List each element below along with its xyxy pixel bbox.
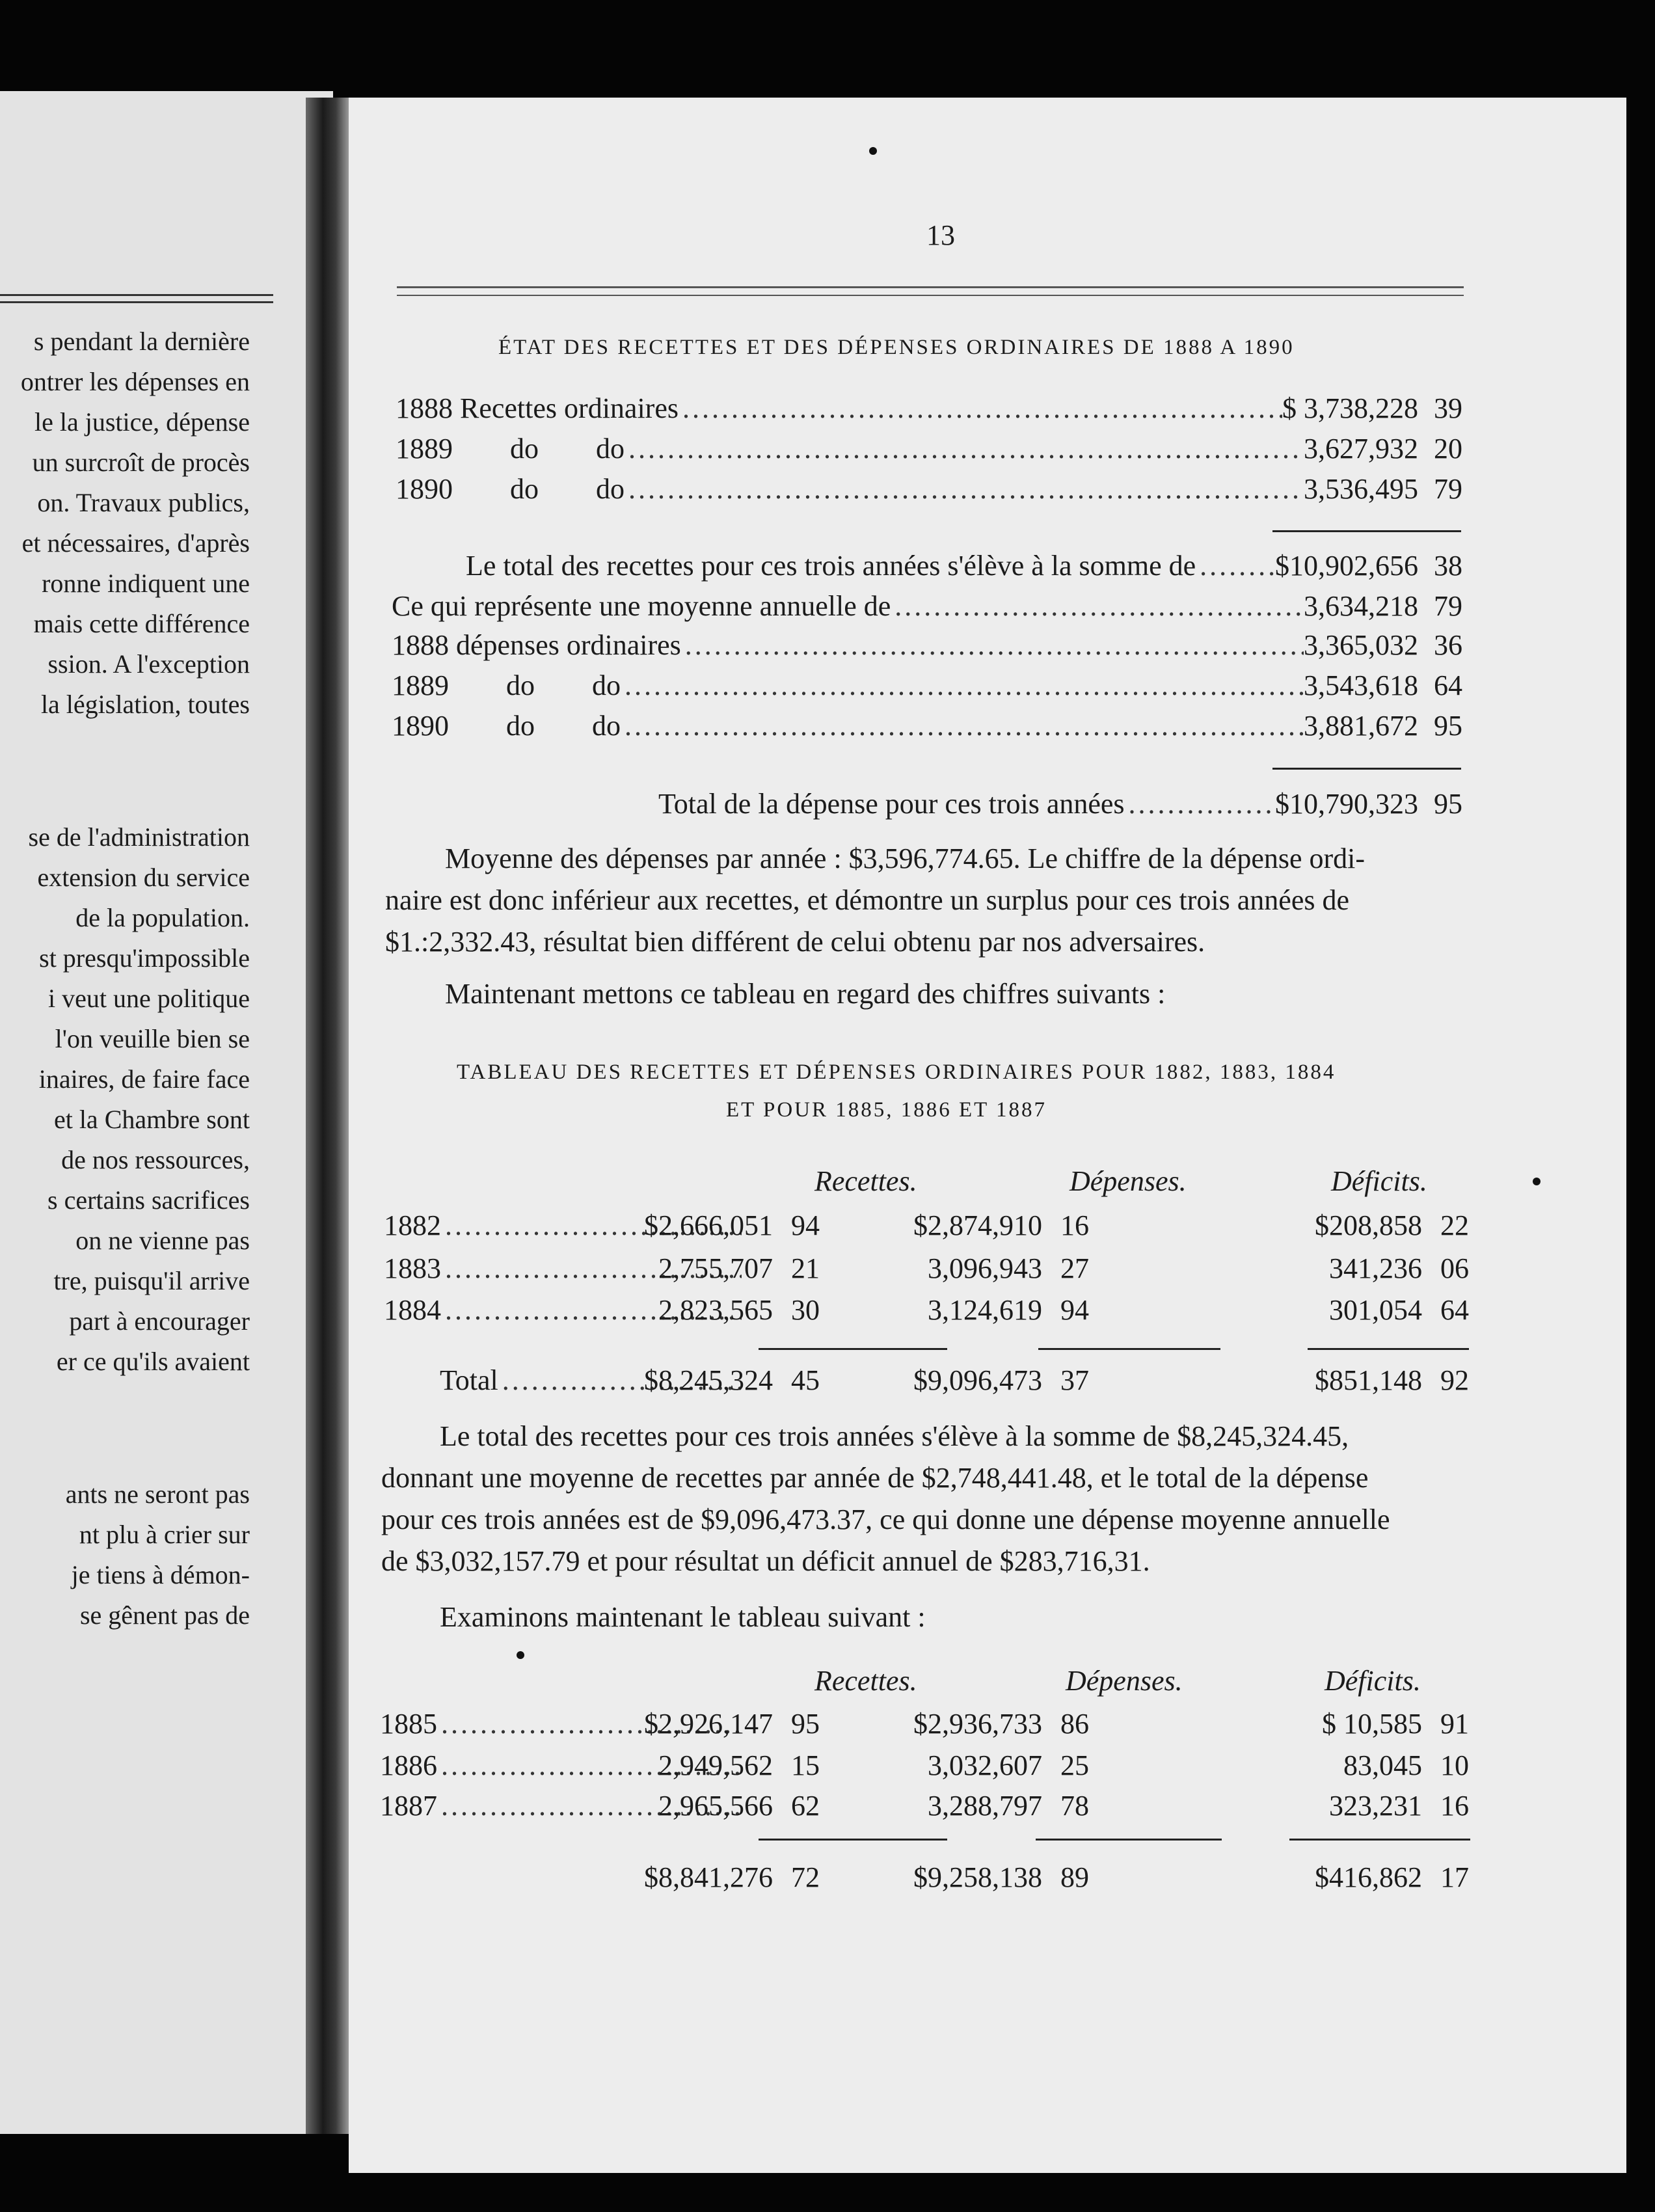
left-page-line: l'on veuille bien se bbox=[55, 1024, 250, 1053]
row-cents: 95 bbox=[1434, 788, 1462, 820]
row-year: 1887 bbox=[380, 1790, 437, 1822]
para1-line3: $1.:2,332.43, résultat bien différent de celui obtenu par nos adversaires. bbox=[385, 926, 1205, 958]
sum-rule bbox=[759, 1348, 947, 1350]
section2-title-line1: TABLEAU DES RECETTES ET DÉPENSES ORDINAIRES POUR 1882, 1883, 1884 bbox=[457, 1060, 1336, 1084]
table2-dep-1884: 3,124,619 94 bbox=[928, 1294, 1089, 1326]
table3-dep-1887: 3,288,797 78 bbox=[928, 1790, 1089, 1822]
col-depenses: Dépenses. bbox=[1070, 1165, 1187, 1197]
left-page-line: tre, puisqu'il arrive bbox=[53, 1266, 250, 1295]
speck bbox=[517, 1651, 524, 1659]
row-label: 1890 do do bbox=[396, 473, 625, 505]
receipts-row-1890 bbox=[396, 475, 1462, 504]
row-dollars: $10,790,323 bbox=[1275, 788, 1418, 820]
left-page-line: le la justice, dépense bbox=[34, 407, 250, 437]
row-dollars: 3,536,495 bbox=[1304, 473, 1418, 505]
left-page-line: i veut une politique bbox=[48, 984, 250, 1013]
row-cents: 79 bbox=[1434, 590, 1462, 622]
row-dollars: 3,365,032 bbox=[1304, 629, 1418, 661]
row-year: 1885 bbox=[380, 1708, 437, 1740]
row-label: 1889 do do bbox=[392, 669, 621, 701]
row-cents: 38 bbox=[1434, 550, 1462, 582]
row-label: Total bbox=[440, 1364, 498, 1396]
row-cents: 20 bbox=[1434, 433, 1462, 465]
table3-def-1885: $ 10,585 91 bbox=[1322, 1708, 1469, 1740]
speck bbox=[869, 147, 877, 155]
table2-rec-total: $8,245,324 45 bbox=[644, 1364, 820, 1396]
para2-line4: de $3,032,157.79 et pour résultat un déficit annuel de $283,716,31. bbox=[381, 1545, 1150, 1577]
para1-line2: naire est donc inférieur aux recettes, et démontre un surplus pour ces trois années de bbox=[385, 884, 1350, 916]
row-cents: 64 bbox=[1434, 669, 1462, 701]
table2-dep-1883: 3,096,943 27 bbox=[928, 1252, 1089, 1284]
lead-in-2: Examinons maintenant le tableau suivant : bbox=[440, 1601, 926, 1633]
row-cents: 39 bbox=[1434, 392, 1462, 424]
table3-def-1886: 83,045 10 bbox=[1343, 1749, 1469, 1781]
lead-in-1: Maintenant mettons ce tableau en regard des chiffres suivants : bbox=[445, 978, 1166, 1010]
expenses-row-1889 bbox=[392, 671, 1462, 700]
left-page-line: er ce qu'ils avaient bbox=[56, 1347, 250, 1376]
col-recettes: Recettes. bbox=[814, 1665, 917, 1697]
col-deficits: Déficits. bbox=[1325, 1665, 1421, 1697]
col-depenses: Dépenses. bbox=[1066, 1665, 1183, 1697]
left-page-line: ants ne seront pas bbox=[65, 1479, 250, 1509]
expenses-row-1890 bbox=[392, 712, 1462, 740]
left-page-line: part à encourager bbox=[69, 1306, 250, 1336]
table3-rec-1887: 2,965,566 62 bbox=[658, 1790, 820, 1822]
table3-def-1887: 323,231 16 bbox=[1329, 1790, 1469, 1822]
left-page-line: de nos ressources, bbox=[61, 1145, 250, 1174]
row-dollars: 3,543,618 bbox=[1304, 669, 1418, 701]
left-page-line: mais cette différence bbox=[33, 609, 250, 638]
row-dollars: $ 3,738,228 bbox=[1282, 392, 1418, 424]
left-page-line: je tiens à démon- bbox=[71, 1560, 250, 1589]
row-cents: 95 bbox=[1434, 710, 1462, 742]
sum-rule bbox=[1272, 530, 1461, 532]
sum-rule bbox=[1036, 1839, 1222, 1841]
table3-rec-total: $8,841,276 72 bbox=[644, 1861, 820, 1893]
table2-dep-1882: $2,874,910 16 bbox=[913, 1209, 1089, 1241]
row-dollars: 3,634,218 bbox=[1304, 590, 1418, 622]
table2-def-1884: 301,054 64 bbox=[1329, 1294, 1469, 1326]
left-page-line: st presqu'impossible bbox=[39, 943, 250, 973]
total-expenses-row bbox=[658, 790, 1462, 818]
expenses-row-1888 bbox=[392, 631, 1462, 660]
right-page bbox=[349, 98, 1626, 2173]
speck bbox=[1533, 1178, 1541, 1185]
table2-def-total: $851,148 92 bbox=[1315, 1364, 1469, 1396]
left-page-line: ssion. A l'exception bbox=[47, 649, 250, 679]
row-year: 1882 bbox=[384, 1209, 441, 1241]
row-label: 1890 do do bbox=[392, 710, 621, 742]
col-deficits: Déficits. bbox=[1331, 1165, 1427, 1197]
row-label: 1888 dépenses ordinaires bbox=[392, 629, 681, 661]
section2-title-line2: ET POUR 1885, 1886 ET 1887 bbox=[726, 1098, 1047, 1122]
sum-rule bbox=[1308, 1348, 1469, 1350]
table2-rec-1884: 2,823,565 30 bbox=[658, 1294, 820, 1326]
row-cents: 36 bbox=[1434, 629, 1462, 661]
table3-rec-1885: $2,926,147 95 bbox=[644, 1708, 820, 1740]
row-year: 1883 bbox=[384, 1252, 441, 1284]
row-label: Total de la dépense pour ces trois années bbox=[658, 788, 1125, 820]
col-recettes: Recettes. bbox=[814, 1165, 917, 1197]
left-page-line: inaires, de faire face bbox=[38, 1064, 250, 1094]
section1-title: ÉTAT DES RECETTES ET DES DÉPENSES ORDINAIRES DE 1888 A 1890 bbox=[498, 336, 1295, 359]
left-page-line: s pendant la dernière bbox=[33, 327, 250, 356]
sum-rule bbox=[1038, 1348, 1220, 1350]
sum-rule bbox=[1272, 768, 1461, 770]
receipts-row-1888 bbox=[396, 394, 1462, 423]
para2-line3: pour ces trois années est de $9,096,473.37, ce qui donne une dépense moyenne annuelle bbox=[381, 1504, 1390, 1535]
table3-dep-total: $9,258,138 89 bbox=[913, 1861, 1089, 1893]
left-page-line: extension du service bbox=[37, 863, 250, 892]
row-label: Le total des recettes pour ces trois années s'élève à la somme de bbox=[466, 550, 1196, 582]
para1-line1: Moyenne des dépenses par année : $3,596,774.65. Le chiffre de la dépense ordi- bbox=[445, 843, 1366, 874]
left-page-line: on. Travaux publics, bbox=[37, 488, 250, 517]
row-dollars: 3,881,672 bbox=[1304, 710, 1418, 742]
left-page-line: la législation, toutes bbox=[40, 690, 250, 719]
sum-rule bbox=[1289, 1839, 1470, 1841]
row-year: 1886 bbox=[380, 1749, 437, 1781]
left-page bbox=[0, 91, 333, 2134]
total-receipts-row bbox=[466, 552, 1462, 580]
table3-dep-1885: $2,936,733 86 bbox=[913, 1708, 1089, 1740]
row-label: 1888 Recettes ordinaires bbox=[396, 392, 679, 424]
sum-rule bbox=[759, 1839, 947, 1841]
row-dollars: $10,902,656 bbox=[1275, 550, 1418, 582]
left-page-line: se gênent pas de bbox=[79, 1600, 250, 1630]
left-page-line: on ne vienne pas bbox=[75, 1226, 250, 1255]
left-page-line: nt plu à crier sur bbox=[79, 1520, 250, 1549]
left-page-line: ronne indiquent une bbox=[42, 569, 250, 598]
table3-rec-1886: 2,949,562 15 bbox=[658, 1749, 820, 1781]
para2-line2: donnant une moyenne de recettes par année de $2,748,441.48, et le total de la dépense bbox=[381, 1462, 1369, 1494]
table2-rec-1882: $2,666,051 94 bbox=[644, 1209, 820, 1241]
left-page-rule bbox=[0, 294, 273, 303]
row-label: Ce qui représente une moyenne annuelle de bbox=[392, 590, 891, 622]
table3-def-total: $416,862 17 bbox=[1315, 1861, 1469, 1893]
table2-rec-1883: 2,755,707 21 bbox=[658, 1252, 820, 1284]
average-row bbox=[392, 592, 1462, 621]
table2-dep-total: $9,096,473 37 bbox=[913, 1364, 1089, 1396]
left-page-line: et la Chambre sont bbox=[53, 1105, 250, 1134]
page-number: 13 bbox=[926, 219, 955, 251]
table3-dep-1886: 3,032,607 25 bbox=[928, 1749, 1089, 1781]
left-page-line: et nécessaires, d'après bbox=[21, 528, 250, 558]
table2-def-1882: $208,858 22 bbox=[1315, 1209, 1469, 1241]
para2-line1: Le total des recettes pour ces trois années s'élève à la somme de $8,245,324.45, bbox=[440, 1420, 1349, 1452]
table2-def-1883: 341,236 06 bbox=[1329, 1252, 1469, 1284]
book-gutter bbox=[306, 98, 349, 2134]
header-rule bbox=[397, 286, 1464, 296]
receipts-row-1889 bbox=[396, 435, 1462, 463]
row-year: 1884 bbox=[384, 1294, 441, 1326]
row-cents: 79 bbox=[1434, 473, 1462, 505]
left-page-line: de la population. bbox=[75, 903, 250, 932]
left-page-line: se de l'administration bbox=[28, 822, 250, 852]
row-dollars: 3,627,932 bbox=[1304, 433, 1418, 465]
row-label: 1889 do do bbox=[396, 433, 625, 465]
left-page-line: ontrer les dépenses en bbox=[20, 367, 250, 396]
left-page-line: un surcroît de procès bbox=[32, 448, 250, 477]
left-page-line: s certains sacrifices bbox=[47, 1185, 250, 1215]
